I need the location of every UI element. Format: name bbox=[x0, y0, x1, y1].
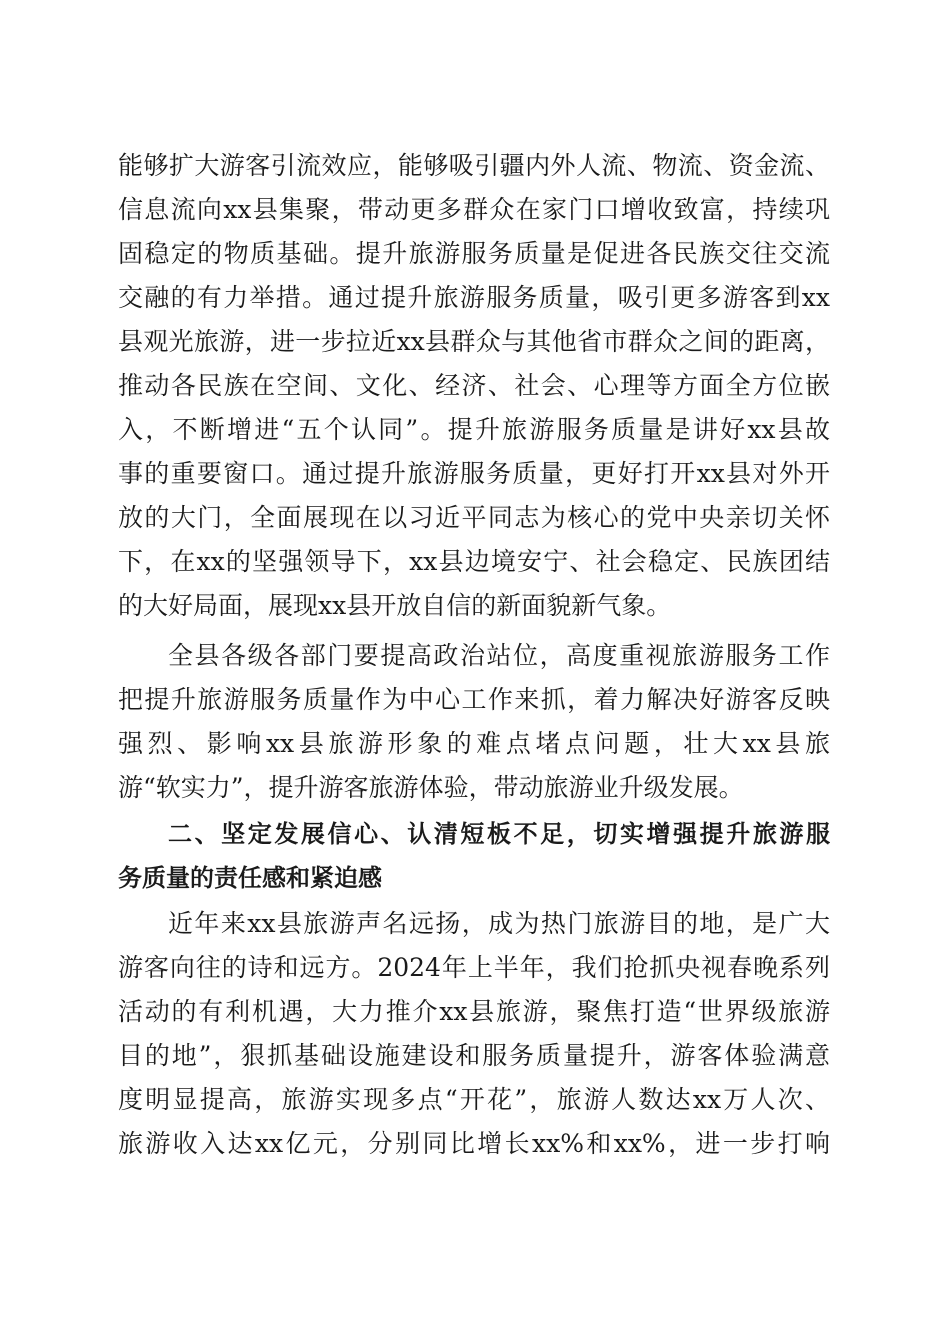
paragraph-line: 下，在xx的坚强领导下，xx县边境安宁、社会稳定、民族团结 bbox=[118, 547, 830, 576]
paragraph-line: 强烈、影响xx县旅游形象的难点堵点问题，壮大xx县旅 bbox=[118, 729, 830, 758]
paragraph-line: 活动的有利机遇，大力推介xx县旅游，聚焦打造“世界级旅游 bbox=[118, 997, 830, 1026]
section-heading: 务质量的责任感和紧迫感 bbox=[118, 864, 382, 892]
paragraph-line: 近年来xx县旅游声名远扬，成为热门旅游目的地，是广大 bbox=[168, 909, 830, 938]
paragraph-line: 的大好局面，展现xx县开放自信的新面貌新气象。 bbox=[118, 591, 672, 620]
paragraph-line: 放的大门，全面展现在以习近平同志为核心的党中央亲切关怀 bbox=[118, 503, 830, 532]
paragraph-line: 信息流向xx县集聚，带动更多群众在家门口增收致富，持续巩 bbox=[118, 195, 830, 224]
paragraph-line: 游“软实力”，提升游客旅游体验，带动旅游业升级发展。 bbox=[118, 773, 744, 802]
paragraph-line: 固稳定的物质基础。提升旅游服务质量是促进各民族交往交流 bbox=[118, 239, 830, 268]
paragraph-line: 推动各民族在空间、文化、经济、社会、心理等方面全方位嵌 bbox=[118, 371, 830, 400]
paragraph-line: 旅游收入达xx亿元，分别同比增长xx%和xx%，进一步打响 bbox=[118, 1129, 830, 1158]
paragraph-line: 能够扩大游客引流效应，能够吸引疆内外人流、物流、资金流、 bbox=[118, 151, 830, 180]
paragraph-line: 入，不断增进“五个认同”。提升旅游服务质量是讲好xx县故 bbox=[118, 415, 830, 444]
paragraph-line: 度明显提高，旅游实现多点“开花”，旅游人数达xx万人次、 bbox=[118, 1085, 830, 1114]
section-heading: 二、坚定发展信心、认清短板不足，切实增强提升旅游服 bbox=[168, 820, 830, 848]
paragraph-line: 交融的有力举措。通过提升旅游服务质量，吸引更多游客到xx bbox=[118, 283, 830, 312]
paragraph-line: 把提升旅游服务质量作为中心工作来抓，着力解决好游客反映 bbox=[118, 685, 830, 714]
paragraph-line: 全县各级各部门要提高政治站位，高度重视旅游服务工作 bbox=[168, 641, 830, 670]
paragraph-line: 游客向往的诗和远方。2024年上半年，我们抢抓央视春晚系列 bbox=[118, 953, 830, 982]
paragraph-line: 事的重要窗口。通过提升旅游服务质量，更好打开xx县对外开 bbox=[118, 459, 830, 488]
paragraph-line: 县观光旅游，进一步拉近xx县群众与其他省市群众之间的距离， bbox=[118, 327, 830, 356]
paragraph-line: 目的地”，狠抓基础设施建设和服务质量提升，游客体验满意 bbox=[118, 1041, 830, 1070]
